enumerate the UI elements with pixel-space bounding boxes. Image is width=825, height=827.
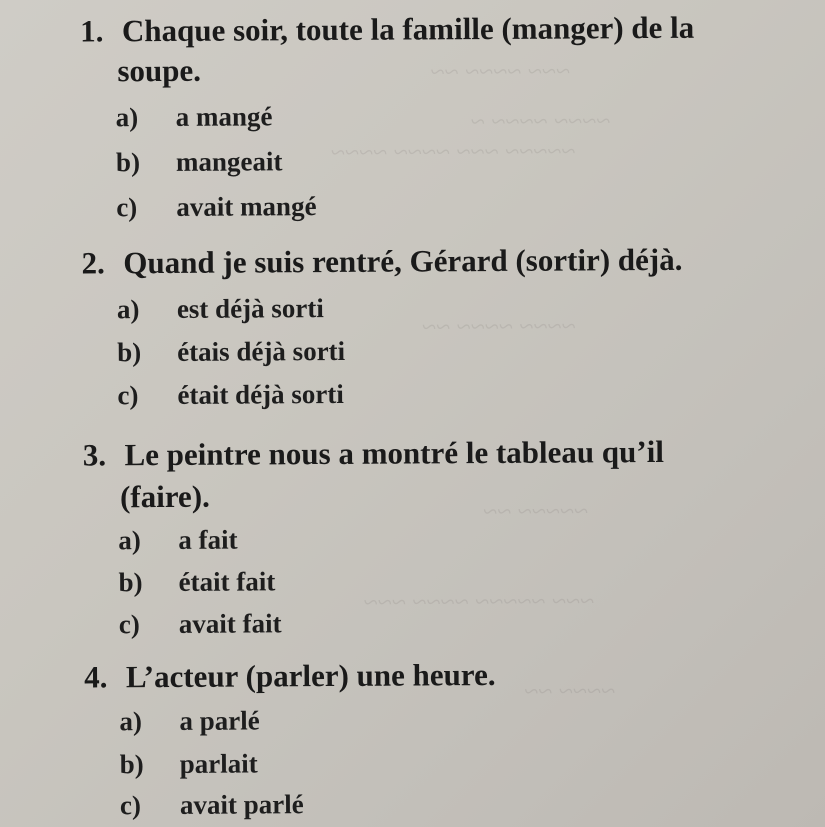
option-letter: a) — [116, 294, 140, 325]
question-number: 2. — [81, 245, 105, 281]
show-through-text: ~~~~~ ~~~ ~~~~ ~~~~ — [330, 136, 576, 167]
question-number: 3. — [82, 437, 107, 473]
option-letter: a) — [119, 706, 142, 737]
option-text: était fait — [178, 566, 276, 597]
option-letter: b) — [119, 749, 144, 780]
option-text: avait fait — [178, 608, 282, 639]
show-through-text: ~~~~~ ~~ — [483, 496, 589, 527]
option-3c — [119, 603, 282, 644]
option-3b — [118, 561, 275, 602]
show-through-text: ~~~~ ~~ — [524, 676, 616, 706]
option-text: est déjà sorti — [176, 293, 324, 324]
option-text: a fait — [178, 524, 238, 555]
option-4c — [120, 784, 304, 825]
option-text: a mangé — [175, 101, 273, 132]
question-text: Le peintre nous a montré le tableau qu’il — [124, 433, 664, 473]
show-through-text: ~~~~ ~~~~ ~ — [470, 106, 611, 137]
option-2c — [117, 374, 344, 415]
option-letter: c) — [117, 380, 139, 411]
option-letter: c) — [116, 192, 138, 223]
question-4 — [84, 651, 496, 702]
question-continuation: soupe. — [117, 52, 202, 89]
option-4a — [119, 700, 259, 741]
show-through-text: ~~~~ ~~~~ ~~ — [421, 311, 576, 342]
option-letter: c) — [119, 790, 141, 821]
option-4b — [120, 743, 258, 784]
option-letter: b) — [115, 147, 141, 178]
option-letter: c) — [118, 609, 140, 640]
option-text: avait mangé — [176, 191, 317, 222]
option-2b — [117, 331, 345, 372]
question-text: Chaque soir, toute la famille (manger) de la — [121, 9, 695, 49]
show-through-text: ~~~ ~~~~ ~~ — [430, 56, 571, 87]
option-letter: b) — [117, 337, 142, 368]
option-1a — [116, 96, 273, 137]
question-text: Quand je suis rentré, Gérard (sortir) déjà. — [123, 241, 683, 281]
option-letter: b) — [118, 567, 143, 598]
option-text: a parlé — [179, 705, 260, 736]
option-text: étais déjà sorti — [177, 335, 346, 367]
option-text: avait parlé — [179, 789, 304, 820]
question-number: 4. — [84, 659, 108, 695]
option-text: mangeait — [175, 146, 283, 177]
option-text: était déjà sorti — [177, 378, 344, 410]
question-2 — [81, 236, 682, 288]
question-number: 1. — [80, 13, 104, 49]
option-text: parlait — [179, 748, 258, 779]
option-3a — [118, 520, 237, 561]
question-3 — [83, 428, 664, 480]
option-2a — [117, 288, 324, 329]
option-letter: a) — [118, 525, 141, 556]
option-1c — [116, 186, 316, 227]
show-through-text: ~~~ ~~~~~ ~~~~ ~~~ — [363, 586, 595, 617]
option-letter: a) — [115, 102, 139, 133]
question-text: L’acteur (parler) une heure. — [125, 656, 496, 695]
question-continuation: (faire). — [119, 478, 210, 515]
option-1b — [116, 141, 283, 182]
